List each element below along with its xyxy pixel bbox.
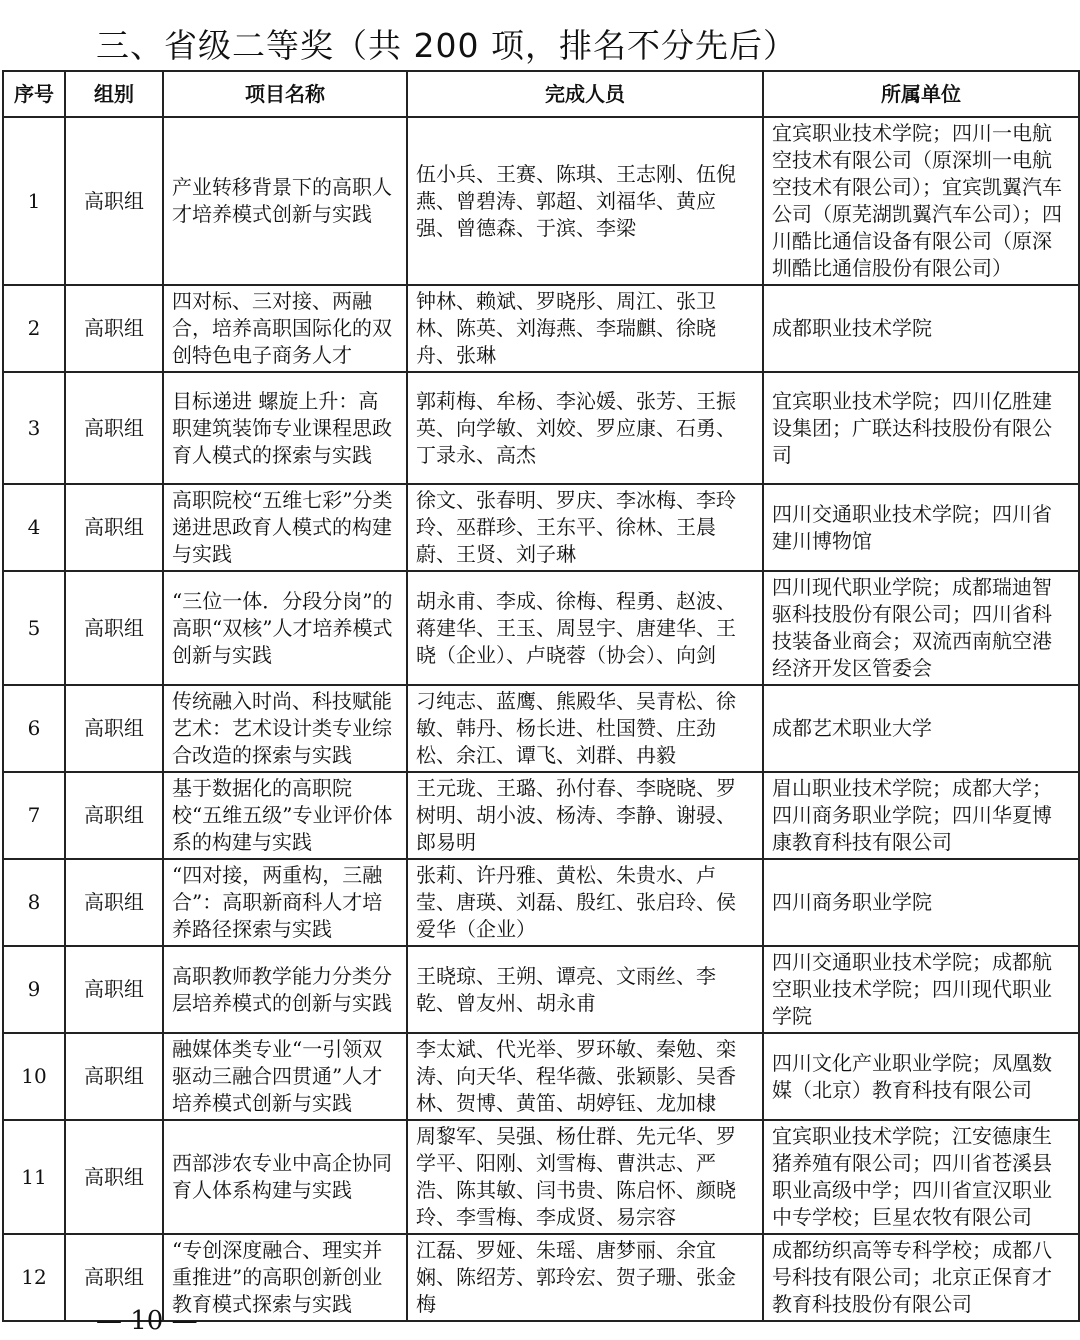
row-members: 钟林、赖斌、罗晓彤、周江、张卫林、陈英、刘海燕、李瑞麒、徐晓舟、张琳 bbox=[407, 285, 763, 372]
row-project: “三位一体．分段分岗”的高职“双核”人才培养模式创新与实践 bbox=[163, 571, 407, 685]
header-group: 组别 bbox=[65, 71, 163, 117]
row-units: 四川商务职业学院 bbox=[763, 859, 1079, 946]
row-group: 高职组 bbox=[65, 1033, 163, 1120]
row-units: 眉山职业技术学院；成都大学；四川商务职业学院；四川华夏博康教育科技有限公司 bbox=[763, 772, 1079, 859]
row-group: 高职组 bbox=[65, 484, 163, 571]
row-index: 9 bbox=[3, 946, 65, 1033]
row-project: “四对接，两重构，三融合”：高职新商科人才培养路径探索与实践 bbox=[163, 859, 407, 946]
row-units: 成都艺术职业大学 bbox=[763, 685, 1079, 772]
row-units: 四川交通职业技术学院；成都航空职业技术学院；四川现代职业学院 bbox=[763, 946, 1079, 1033]
table-row bbox=[3, 685, 1079, 772]
header-members: 完成人员 bbox=[407, 71, 763, 117]
row-units: 四川现代职业学院；成都瑞迪智驱科技股份有限公司；四川省科技装备业商会；双流西南航空港经济开发区管委会 bbox=[763, 571, 1079, 685]
header-project: 项目名称 bbox=[163, 71, 407, 117]
table-row bbox=[3, 484, 1079, 571]
row-members: 徐文、张春明、罗庆、李冰梅、李玲玲、巫群珍、王东平、徐林、王晨蔚、王贤、刘子琳 bbox=[407, 484, 763, 571]
row-members: 郭莉梅、牟杨、李沁媛、张芳、王振英、向学敏、刘姣、罗应康、石勇、丁录永、高杰 bbox=[407, 372, 763, 484]
row-project: “专创深度融合、理实并重推进”的高职创新创业教育模式探索与实践 bbox=[163, 1234, 407, 1321]
table-row bbox=[3, 772, 1079, 859]
row-project: 西部涉农专业中高企协同育人体系构建与实践 bbox=[163, 1120, 407, 1234]
row-group: 高职组 bbox=[65, 117, 163, 285]
row-units: 宜宾职业技术学院；四川亿胜建设集团；广联达科技股份有限公司 bbox=[763, 372, 1079, 484]
row-project: 基于数据化的高职院校“五维五级”专业评价体系的构建与实践 bbox=[163, 772, 407, 859]
row-project: 高职教师教学能力分类分层培养模式的创新与实践 bbox=[163, 946, 407, 1033]
row-project: 融媒体类专业“一引领双驱动三融合四贯通”人才培养模式创新与实践 bbox=[163, 1033, 407, 1120]
row-group: 高职组 bbox=[65, 1120, 163, 1234]
page-number: — 10 — bbox=[96, 1306, 198, 1336]
row-index: 6 bbox=[3, 685, 65, 772]
row-index: 11 bbox=[3, 1120, 65, 1234]
row-members: 李太斌、代光举、罗环敏、秦勉、栾涛、向天华、程华薇、张颖影、吴香林、贺博、黄笛、胡婷钰、龙加棣 bbox=[407, 1033, 763, 1120]
row-group: 高职组 bbox=[65, 571, 163, 685]
row-units: 四川文化产业职业学院；凤凰数媒（北京）教育科技有限公司 bbox=[763, 1033, 1079, 1120]
row-project: 四对标、三对接、两融合，培养高职国际化的双创特色电子商务人才 bbox=[163, 285, 407, 372]
row-members: 胡永甫、李成、徐梅、程勇、赵波、蒋建华、王玉、周昱宇、唐建华、王晓（企业）、卢晓蓉（协会）、向剑 bbox=[407, 571, 763, 685]
row-project: 传统融入时尚、科技赋能艺术：艺术设计类专业综合改造的探索与实践 bbox=[163, 685, 407, 772]
row-members: 江磊、罗娅、朱瑶、唐梦丽、余宜娴、陈绍芳、郭玲宏、贺子珊、张金梅 bbox=[407, 1234, 763, 1321]
row-group: 高职组 bbox=[65, 946, 163, 1033]
row-group: 高职组 bbox=[65, 859, 163, 946]
table-row bbox=[3, 571, 1079, 685]
row-project: 产业转移背景下的高职人才培养模式创新与实践 bbox=[163, 117, 407, 285]
table-row bbox=[3, 1033, 1079, 1120]
row-members: 王晓琼、王朔、谭亮、文雨丝、李乾、曾友州、胡永甫 bbox=[407, 946, 763, 1033]
table-header-row bbox=[3, 71, 1079, 117]
row-group: 高职组 bbox=[65, 285, 163, 372]
row-project: 高职院校“五维七彩”分类递进思政育人模式的构建与实践 bbox=[163, 484, 407, 571]
table-row bbox=[3, 285, 1079, 372]
row-index: 2 bbox=[3, 285, 65, 372]
row-group: 高职组 bbox=[65, 1234, 163, 1321]
row-index: 5 bbox=[3, 571, 65, 685]
row-group: 高职组 bbox=[65, 372, 163, 484]
row-index: 1 bbox=[3, 117, 65, 285]
row-index: 10 bbox=[3, 1033, 65, 1120]
row-units: 宜宾职业技术学院；江安德康生猪养殖有限公司；四川省苍溪县职业高级中学；四川省宣汉职业中专学校；巨星农牧有限公司 bbox=[763, 1120, 1079, 1234]
row-project: 目标递进 螺旋上升：高职建筑装饰专业课程思政育人模式的探索与实践 bbox=[163, 372, 407, 484]
row-group: 高职组 bbox=[65, 772, 163, 859]
row-members: 王元珑、王璐、孙付春、李晓晓、罗树明、胡小波、杨涛、李静、谢骎、郎易明 bbox=[407, 772, 763, 859]
row-units: 成都职业技术学院 bbox=[763, 285, 1079, 372]
row-units: 宜宾职业技术学院；四川一电航空技术有限公司（原深圳一电航空技术有限公司）；宜宾凯翼汽车公司（原芜湖凯翼汽车公司）；四川酷比通信设备有限公司（原深圳酷比通信股份有限公司） bbox=[763, 117, 1079, 285]
row-index: 4 bbox=[3, 484, 65, 571]
table-row bbox=[3, 117, 1079, 285]
row-group: 高职组 bbox=[65, 685, 163, 772]
row-members: 张莉、许丹雅、黄松、朱贵水、卢莹、唐瑛、刘磊、殷红、张启玲、侯爱华（企业） bbox=[407, 859, 763, 946]
header-index: 序号 bbox=[3, 71, 65, 117]
row-index: 12 bbox=[3, 1234, 65, 1321]
row-units: 四川交通职业技术学院；四川省建川博物馆 bbox=[763, 484, 1079, 571]
awards-table bbox=[2, 70, 1080, 1322]
table-row bbox=[3, 946, 1079, 1033]
page-title: 三、省级二等奖（共 200 项，排名不分先后） bbox=[96, 26, 797, 65]
row-members: 刁纯志、蓝鹰、熊殿华、吴青松、徐敏、韩丹、杨长进、杜国赞、庄劲松、余江、谭飞、刘群、冉毅 bbox=[407, 685, 763, 772]
row-index: 3 bbox=[3, 372, 65, 484]
table-row bbox=[3, 372, 1079, 484]
header-units: 所属单位 bbox=[763, 71, 1079, 117]
table-row bbox=[3, 859, 1079, 946]
row-index: 7 bbox=[3, 772, 65, 859]
row-index: 8 bbox=[3, 859, 65, 946]
row-members: 周黎军、吴强、杨仕群、先元华、罗学平、阳刚、刘雪梅、曹洪志、严浩、陈其敏、闫书贵、陈启怀、颜晓玲、李雪梅、李成贤、易宗容 bbox=[407, 1120, 763, 1234]
row-members: 伍小兵、王赛、陈琪、王志刚、伍倪燕、曾碧涛、郭超、刘福华、黄应强、曾德森、于滨、李梁 bbox=[407, 117, 763, 285]
row-units: 成都纺织高等专科学校；成都八号科技有限公司；北京正保育才教育科技股份有限公司 bbox=[763, 1234, 1079, 1321]
table-row bbox=[3, 1120, 1079, 1234]
